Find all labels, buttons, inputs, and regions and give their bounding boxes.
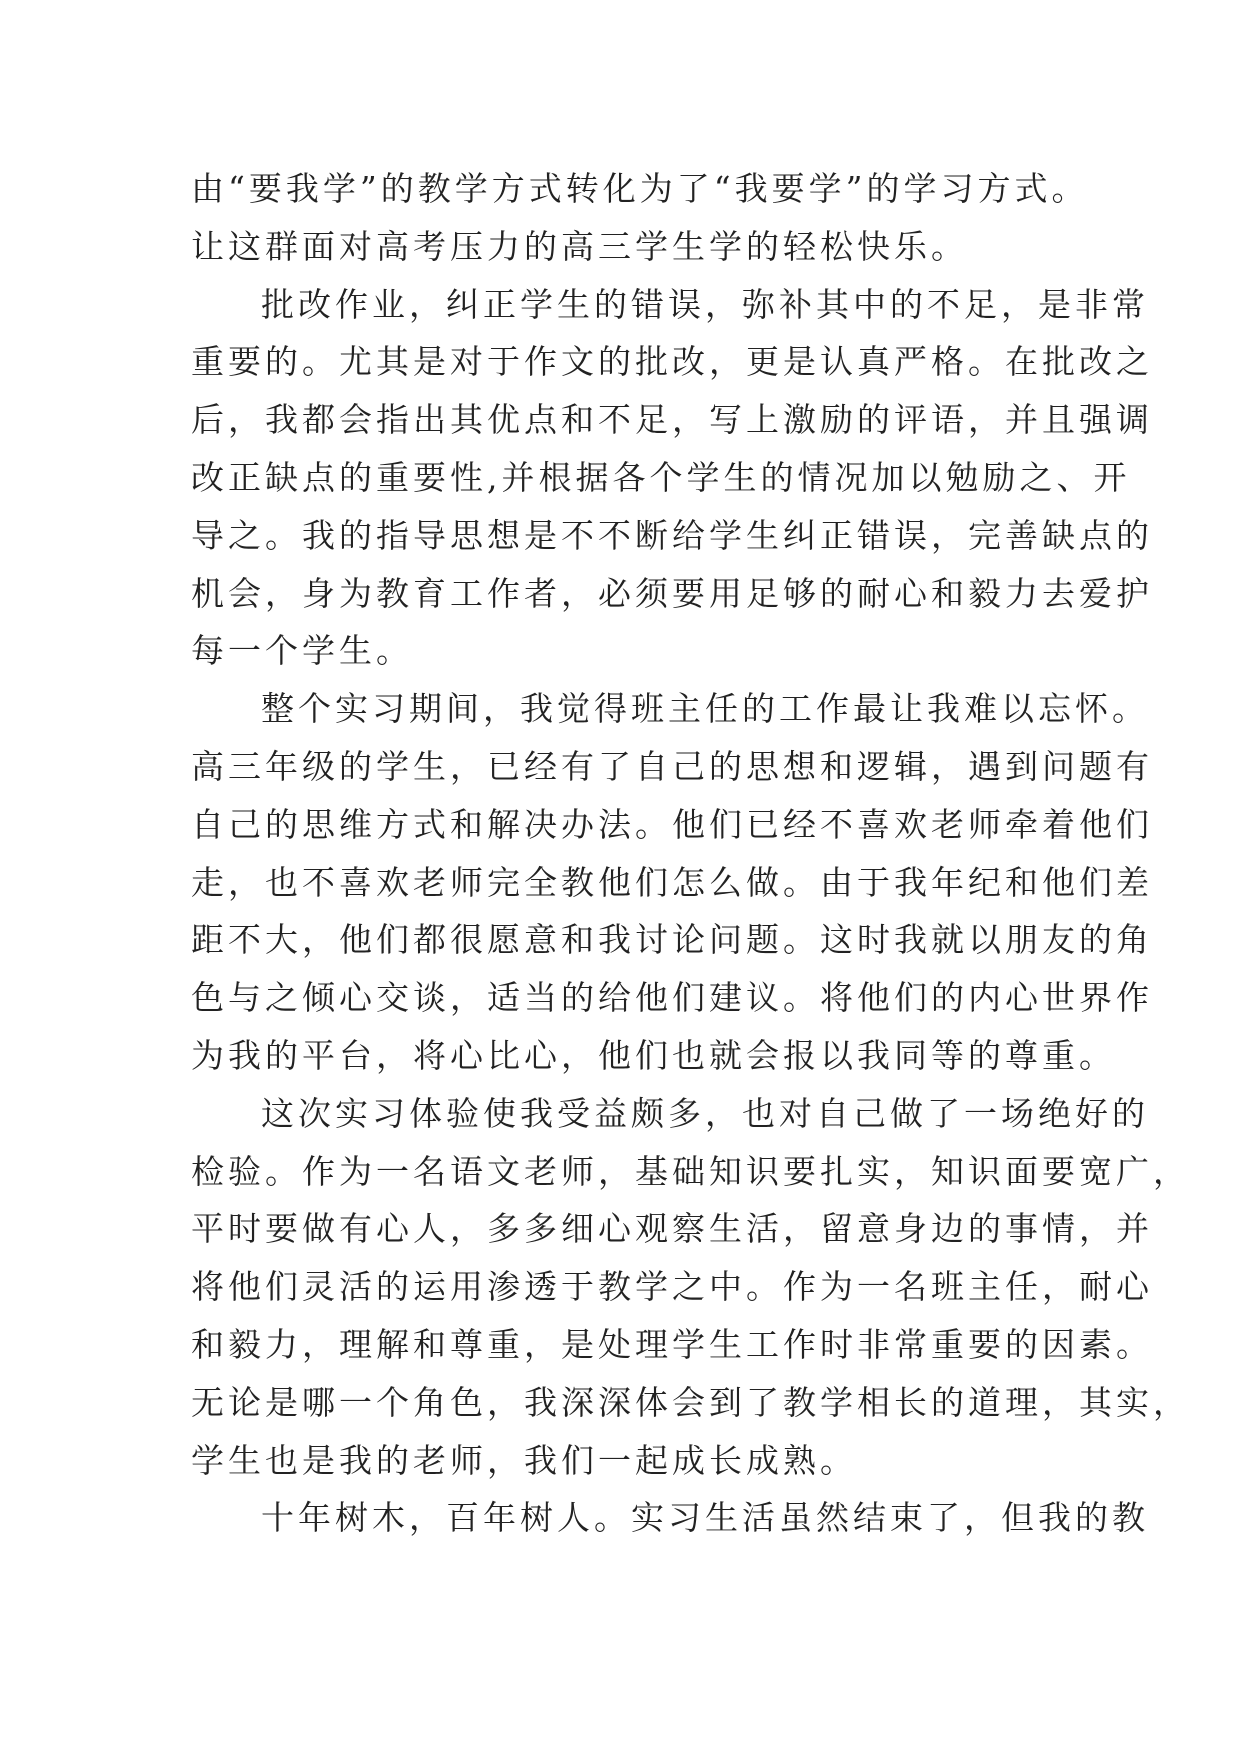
paragraph-first-line: 整个实习期间，我觉得班主任的工作最让我难以忘怀。: [261, 689, 1149, 729]
text-line: 色与之倾心交谈，适当的给他们建议。将他们的内心世界作: [191, 978, 1153, 1018]
text-line: 让这群面对高考压力的高三学生学的轻松快乐。: [191, 226, 968, 266]
text-line: 导之。我的指导思想是不不断给学生纠正错误，完善缺点的: [191, 515, 1153, 555]
paragraph-first-line: 这次实习体验使我受益颇多，也对自己做了一场绝好的: [261, 1093, 1149, 1133]
text-line: 每一个学生。: [191, 631, 413, 671]
text-line: 无论是哪一个角色，我深深体会到了教学相长的道理，其实，: [191, 1382, 1190, 1422]
document-body: [191, 160, 1190, 1547]
text-line: 为我的平台，将心比心，他们也就会报以我同等的尊重。: [191, 1035, 1116, 1075]
text-line: 重要的。尤其是对于作文的批改，更是认真严格。在批改之: [191, 342, 1153, 382]
text-line: 将他们灵活的运用渗透于教学之中。作为一名班主任，耐心: [191, 1267, 1153, 1307]
text-line: 检验。作为一名语文老师，基础知识要扎实，知识面要宽广，: [191, 1151, 1190, 1191]
paragraph-first-line: 十年树木，百年树人。实习生活虽然结束了，但我的教: [261, 1498, 1149, 1538]
text-line: 和毅力，理解和尊重，是处理学生工作时非常重要的因素。: [191, 1324, 1153, 1364]
text-line: 自己的思维方式和解决办法。他们已经不喜欢老师牵着他们: [191, 804, 1153, 844]
text-line: 距不大，他们都很愿意和我讨论问题。这时我就以朋友的角: [191, 920, 1153, 960]
text-line: 机会，身为教育工作者，必须要用足够的耐心和毅力去爱护: [191, 573, 1153, 613]
paragraph-first-line: 批改作业，纠正学生的错误，弥补其中的不足，是非常: [261, 284, 1149, 324]
text-line: 由“要我学”的教学方式转化为了“我要学”的学习方式。: [191, 169, 1089, 208]
text-line: 改正缺点的重要性,并根据各个学生的情况加以勉励之、开: [191, 457, 1131, 497]
text-line: 后，我都会指出其优点和不足，写上激励的评语，并且强调: [191, 400, 1153, 440]
text-line: 高三年级的学生，已经有了自己的思想和逻辑，遇到问题有: [191, 746, 1153, 786]
text-line: 学生也是我的老师，我们一起成长成熟。: [191, 1440, 857, 1480]
text-line: 走，也不喜欢老师完全教他们怎么做。由于我年纪和他们差: [191, 862, 1153, 902]
text-line: 平时要做有心人，多多细心观察生活，留意身边的事情，并: [191, 1209, 1153, 1249]
